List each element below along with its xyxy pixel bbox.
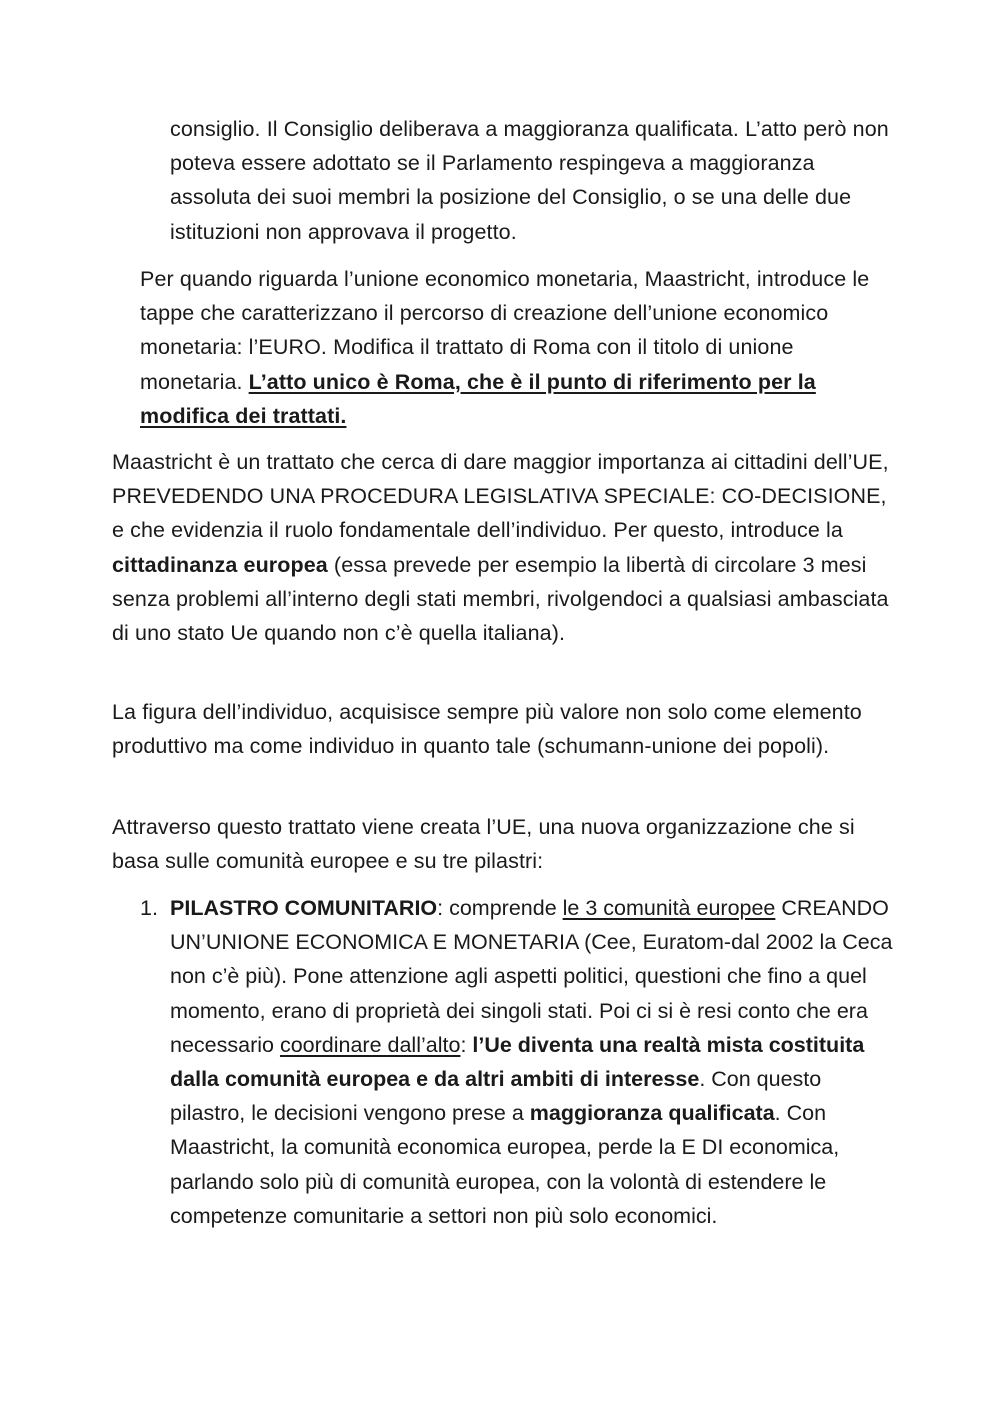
list-text: CREANDO UN’UNIONE ECONOMICA E MONETARIA (Cee, Euratom-dal 2002 la Ceca non c’è più). Pone attenzione agli aspetti politici, questioni che fino a quel momento, erano di proprietà dei singoli stati. Poi ci si è resi conto che era necessario — [170, 896, 893, 1057]
paragraph-text: La figura dell’individuo, acquisisce sempre più valore non solo come elemento produttivo ma come individuo in quanto tale (schumann-unione dei popoli). — [112, 700, 862, 759]
paragraph-text: Maastricht è un trattato che cerca di dare maggior importanza ai cittadini dell’UE, PREVEDENDO UNA PROCEDURA LEGISLATIVA SPECIALE: CO-DECISIONE, e che evidenzia il ruolo fondamentale dell’individuo. Per questo, introduce la — [112, 450, 889, 543]
paragraph-text: Attraverso questo trattato viene creata l’UE, una nuova organizzazione che si basa sulle comunità europee e su tre pilastri: — [112, 815, 855, 874]
list-number: 1. — [140, 896, 158, 920]
emphasis-coordinare: coordinare dall’alto — [279, 1032, 461, 1057]
paragraph-unione-economico-monetaria — [140, 262, 900, 433]
paragraph-tre-pilastri — [112, 810, 902, 878]
list-text: . Con questo pilastro, le decisioni vengono prese a — [170, 1067, 822, 1126]
paragraph-text: Per quando riguarda l’unione economico monetaria, Maastricht, introduce le tappe che caratterizzano il percorso di creazione dell’unione economico monetaria: l’EURO. Modifica il trattato di Roma con il titolo di unione monetaria. — [140, 267, 870, 394]
list-text: : comprende — [437, 896, 563, 920]
emphasis-cittadinanza-europea: cittadinanza europea — [112, 552, 328, 577]
numbered-list — [140, 891, 900, 1233]
list-item — [140, 891, 900, 1233]
emphasis-maggioranza-qualificata: maggioranza qualificata — [529, 1101, 775, 1126]
paragraph-text: (essa prevede per esempio la libertà di circolare 3 mesi senza problemi all’interno degli stati membri, rivolgendoci a qualsiasi ambasciata di uno stato Ue quando non c’è quella italiana). — [112, 552, 889, 646]
list-item-title: PILASTRO COMUNITARIO — [170, 896, 438, 920]
emphasis-realta-mista: l’Ue diventa una realtà mista costituita dalla comunità europea e da altri ambiti di interesse — [170, 1032, 865, 1092]
list-text: . Con Maastricht, la comunità economica europea, perde la E DI economica, parlando solo più di comunità europea, con la volontà di estendere le competenze comunitarie a settori non più solo economici. — [170, 1101, 840, 1228]
paragraph-consiglio — [170, 112, 890, 249]
paragraph-text: consiglio. Il Consiglio deliberava a maggioranza qualificata. L’atto però non poteva essere adottato se il Parlamento respingeva a maggioranza assoluta dei suoi membri la posizione del Consiglio, o se una delle due istituzioni non approvava il progetto. — [170, 117, 889, 244]
emphasis-atto-unico: L’atto unico è Roma, che è il punto di riferimento per la modifica dei trattati. — [140, 369, 816, 428]
paragraph-maastricht-cittadini — [112, 445, 902, 650]
paragraph-figura-individuo — [112, 695, 902, 763]
emphasis-3-comunita: le 3 comunità europee — [562, 896, 776, 920]
list-text: : — [460, 1032, 473, 1057]
